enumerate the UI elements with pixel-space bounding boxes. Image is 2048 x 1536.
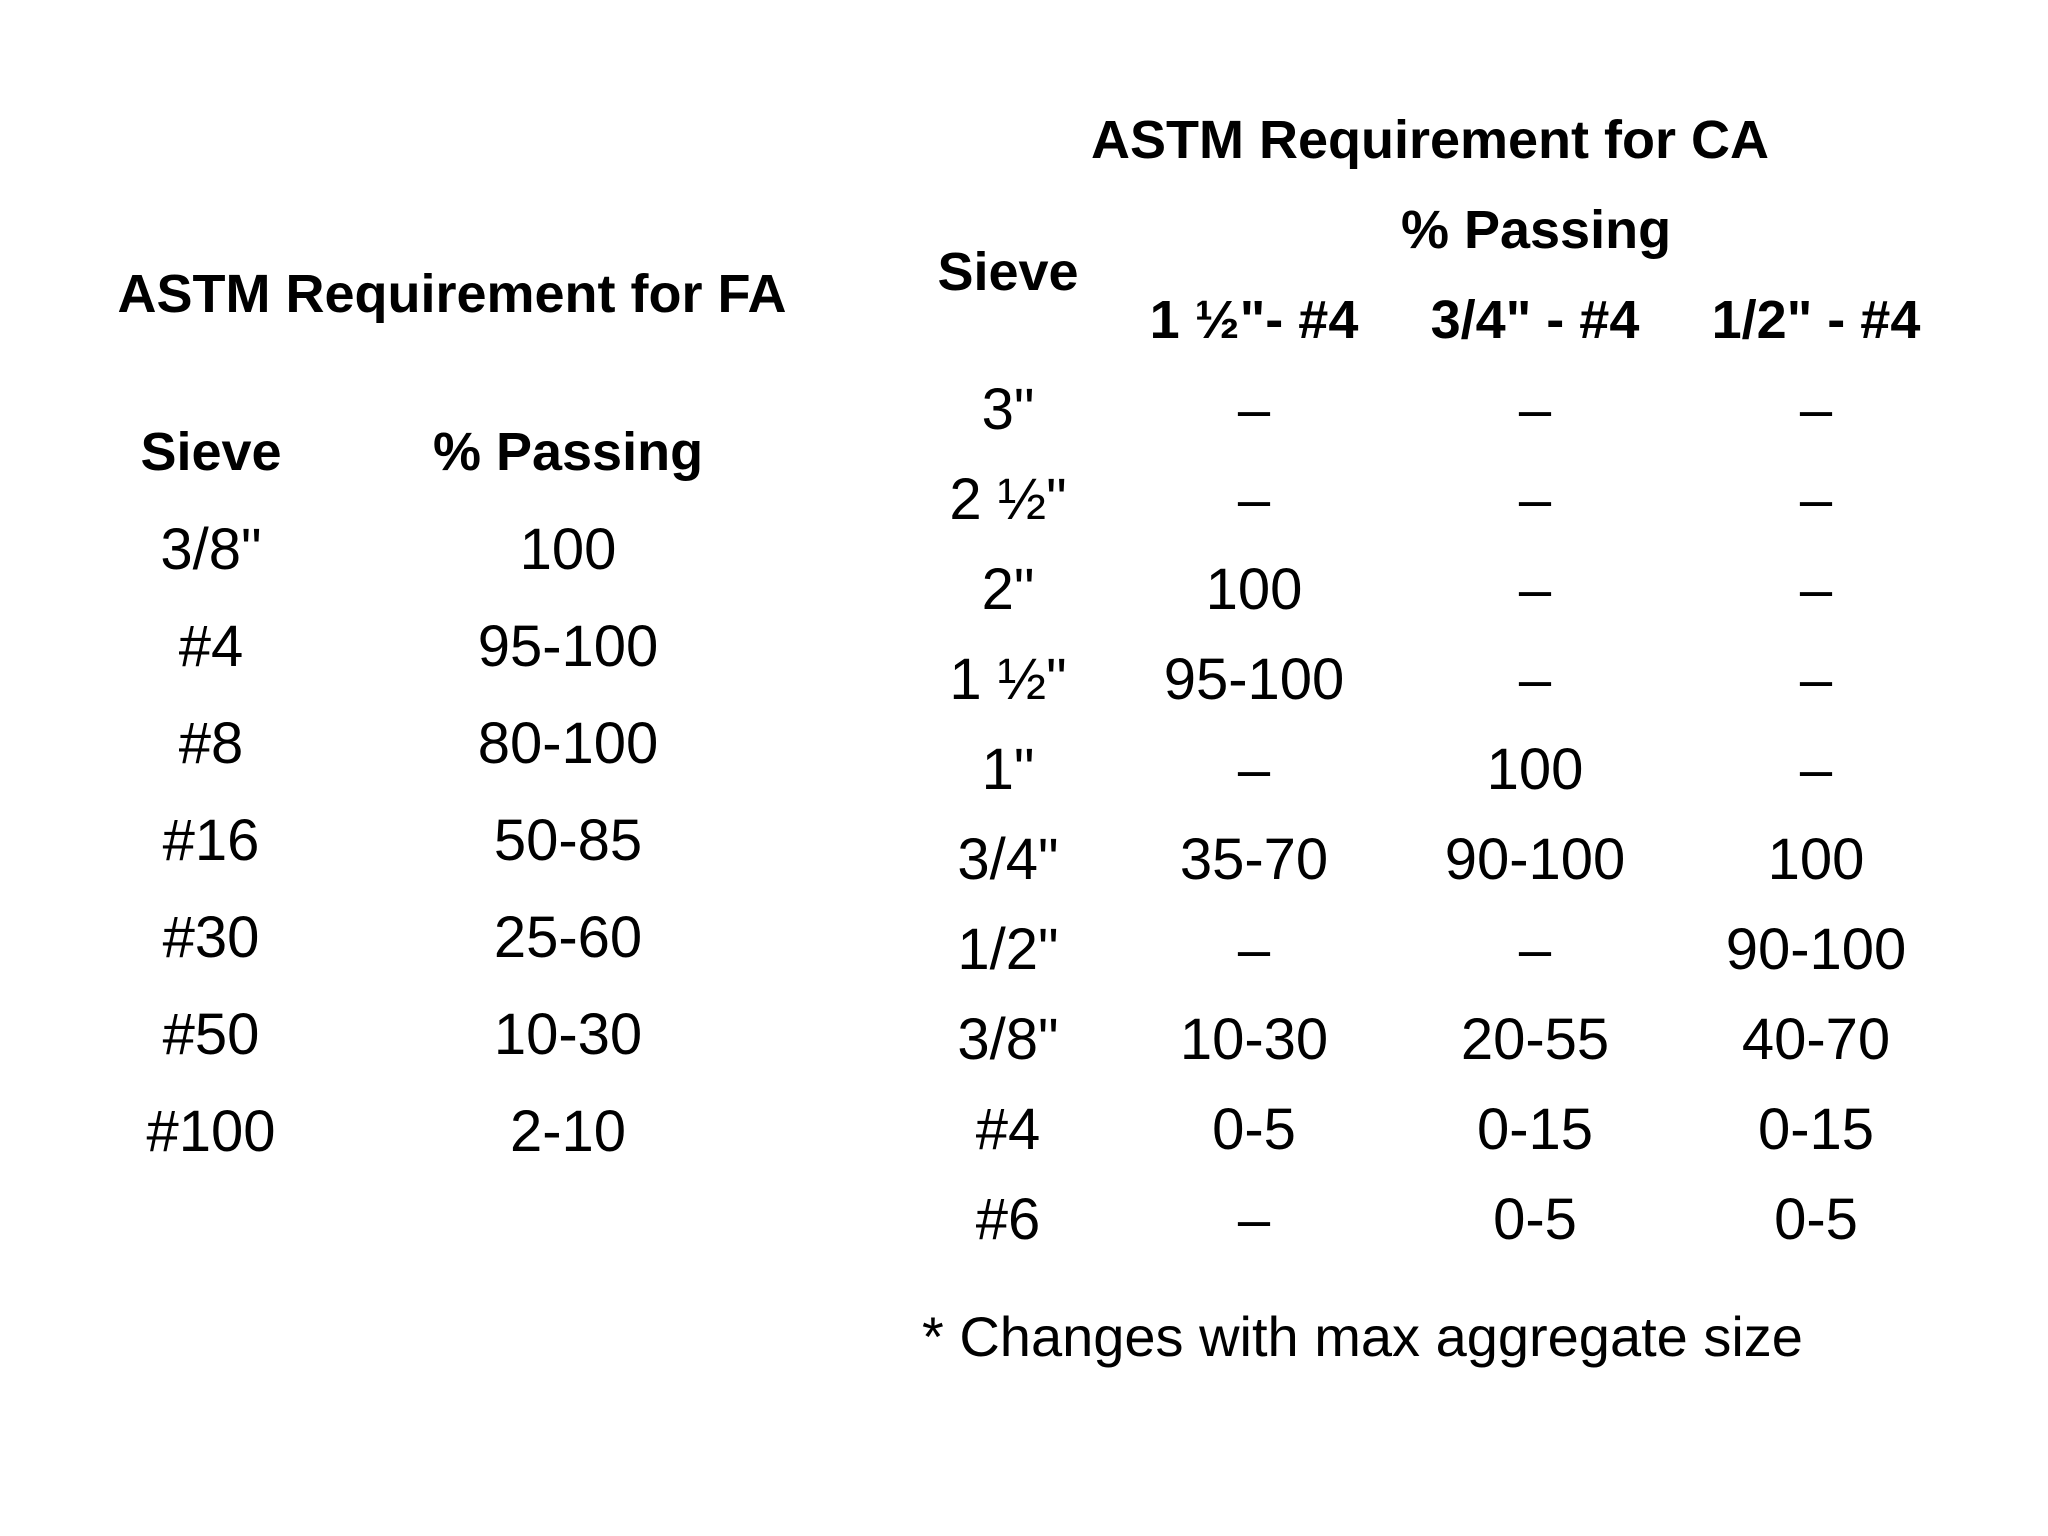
ca-subheader-1: 1 ½"- #4	[1149, 290, 1359, 350]
ca-row-2-v1: –	[1237, 467, 1271, 532]
ca-row-5-sieve: 1"	[981, 737, 1035, 802]
fa-row-2-passing: 95-100	[477, 614, 659, 679]
fa-row-6-passing: 10-30	[493, 1002, 643, 1067]
ca-row-3-v3: –	[1799, 557, 1833, 622]
ca-row-7-sieve: 1/2"	[957, 917, 1059, 982]
ca-row-6-v2: 90-100	[1444, 827, 1626, 892]
ca-row-7-v3: 90-100	[1725, 917, 1907, 982]
ca-row-10-v3: 0-5	[1774, 1187, 1858, 1252]
fa-row-2-sieve: #4	[178, 614, 244, 679]
fa-row-1-sieve: 3/8"	[160, 517, 262, 582]
ca-row-6-v3: 100	[1767, 827, 1865, 892]
ca-row-10-sieve: #6	[975, 1187, 1041, 1252]
ca-row-2-v2: –	[1518, 467, 1552, 532]
ca-row-7-v1: –	[1237, 917, 1271, 982]
ca-row-9-v3: 0-15	[1757, 1097, 1875, 1162]
ca-subheader-3: 1/2" - #4	[1711, 290, 1921, 350]
fa-header-passing: % Passing	[432, 422, 704, 482]
ca-header-sieve: Sieve	[937, 242, 1079, 302]
ca-row-4-v1: 95-100	[1163, 647, 1345, 712]
fa-row-5-sieve: #30	[162, 905, 260, 970]
fa-row-1-passing: 100	[519, 517, 617, 582]
fa-row-4-passing: 50-85	[493, 808, 643, 873]
fa-row-7-passing: 2-10	[509, 1099, 627, 1164]
ca-row-9-sieve: #4	[975, 1097, 1041, 1162]
ca-row-8-sieve: 3/8"	[957, 1007, 1059, 1072]
ca-row-1-v2: –	[1518, 377, 1552, 442]
ca-footnote: * Changes with max aggregate size	[922, 1305, 1803, 1368]
fa-row-5-passing: 25-60	[493, 905, 643, 970]
ca-subheader-2: 3/4" - #4	[1430, 290, 1640, 350]
ca-table-title: ASTM Requirement for CA	[1090, 110, 1770, 170]
ca-row-4-sieve: 1 ½"	[949, 647, 1067, 712]
fa-row-4-sieve: #16	[162, 808, 260, 873]
ca-row-6-v1: 35-70	[1179, 827, 1329, 892]
ca-row-1-sieve: 3"	[981, 377, 1035, 442]
ca-row-8-v3: 40-70	[1741, 1007, 1891, 1072]
ca-row-1-v1: –	[1237, 377, 1271, 442]
ca-row-10-v2: 0-5	[1493, 1187, 1577, 1252]
ca-row-3-sieve: 2"	[981, 557, 1035, 622]
ca-row-9-v1: 0-5	[1212, 1097, 1296, 1162]
fa-row-3-sieve: #8	[178, 711, 244, 776]
ca-row-2-v3: –	[1799, 467, 1833, 532]
ca-row-8-v1: 10-30	[1179, 1007, 1329, 1072]
ca-row-6-sieve: 3/4"	[957, 827, 1059, 892]
ca-row-7-v2: –	[1518, 917, 1552, 982]
ca-row-4-v2: –	[1518, 647, 1552, 712]
fa-table-title: ASTM Requirement for FA	[117, 264, 787, 324]
ca-header-passing-group: % Passing	[1400, 200, 1672, 260]
ca-row-8-v2: 20-55	[1460, 1007, 1610, 1072]
fa-row-6-sieve: #50	[162, 1002, 260, 1067]
ca-row-4-v3: –	[1799, 647, 1833, 712]
ca-row-5-v3: –	[1799, 737, 1833, 802]
fa-header-sieve: Sieve	[140, 422, 282, 482]
ca-row-9-v2: 0-15	[1476, 1097, 1594, 1162]
ca-row-3-v2: –	[1518, 557, 1552, 622]
ca-row-10-v1: –	[1237, 1187, 1271, 1252]
ca-row-5-v2: 100	[1486, 737, 1584, 802]
ca-row-2-sieve: 2 ½"	[949, 467, 1067, 532]
ca-row-3-v1: 100	[1205, 557, 1303, 622]
ca-row-5-v1: –	[1237, 737, 1271, 802]
fa-row-7-sieve: #100	[146, 1099, 276, 1164]
ca-row-1-v3: –	[1799, 377, 1833, 442]
fa-row-3-passing: 80-100	[477, 711, 659, 776]
